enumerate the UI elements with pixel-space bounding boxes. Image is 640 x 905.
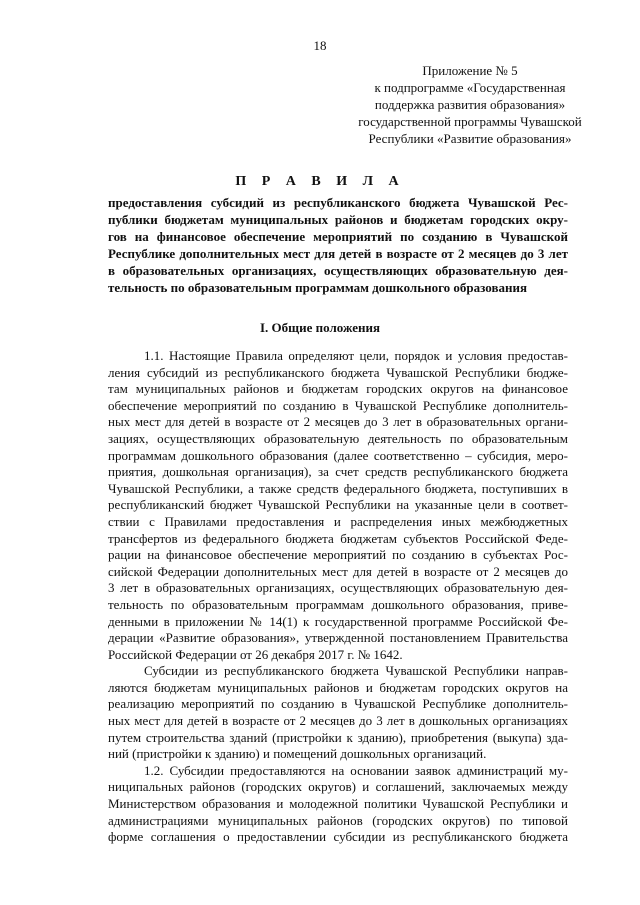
paragraph-line: ствии с Правилами предоставления и распределения иных межбюджетных [108,513,568,529]
paragraph-line: республиканский бюджет Чувашской Республики на указанные цели в соответ- [108,497,568,513]
page-number: 18 [313,38,327,53]
paragraph-line: Российской Федерации от 26 декабря 2017 г. № 1642. [108,646,403,662]
paragraph-line: обеспечение мероприятий по созданию в Чувашской Республике дополнитель- [108,397,568,413]
document-title: П Р А В И Л А [235,174,405,189]
paragraph-line: путем строительства зданий (пристройки к зданию), приобретения (выкупа) зда- [108,729,568,745]
annex-line: государственной программы Чувашской [358,114,582,129]
paragraph-line: там муниципальных районов и бюджетам городских округов на финансовое [108,381,568,397]
paragraph-line: Министерством образования и молодежной политики Чувашской Республики и [108,796,568,812]
subtitle-line: в образовательных организациях, осуществляющих образовательную дея- [108,263,568,278]
paragraph-line: ных мест для детей в возрасте от 2 месяцев до 3 лет в дошкольных организациях [108,713,568,729]
paragraph-line: трансфертов из федерального бюджета бюджетам субъектов Российской Феде- [108,530,568,546]
paragraph-line: ниципальных районов (городских округов) и соглашений, заключаемых между [108,779,568,795]
paragraph-line: сийской Федерации дополнительных мест для детей в возрасте от 2 месяцев до [108,563,568,579]
annex-line: поддержка развития образования» [374,97,566,112]
annex-header [340,62,600,147]
paragraph-line: 1.1. Настоящие Правила определяют цели, порядок и условия предостав- [144,348,568,363]
paragraph-line: приятия, дошкольная организация), за счет средств республиканского бюджета [108,464,568,480]
paragraph-line: форме соглашения о предоставлении субсидии из республиканского бюджета [108,829,568,845]
subtitle-line: тельность по образовательным программам дошкольного образования [108,280,527,295]
subtitle-line: гов на финансовое обеспечение мероприятий по созданию в Чувашской [108,229,568,244]
paragraph-line: Субсидии из республиканского бюджета Чувашской Республики направ- [144,663,568,679]
paragraph-line: Чувашской Республики, а также средств федерального бюджета, поступивших в [108,480,568,496]
paragraph [108,663,568,763]
paragraph-line: ляются бюджетам муниципальных районов и бюджетам городских округов на [108,679,568,695]
paragraph-line: ных мест для детей в возрасте от 2 месяцев до 3 лет в образовательных органи- [108,414,568,430]
paragraph-line: 3 лет в образовательных организациях, осуществляющих образовательную дея- [108,580,568,596]
paragraph [108,763,568,846]
section-heading: I. Общие положения [260,320,380,335]
paragraph-line: реализацию мероприятий по созданию в Чувашской Республике дополнитель- [108,696,568,712]
paragraph-line: дерации «Развитие образования», утвержденной постановлением Правительства [108,630,568,646]
paragraph-line: администрациями муниципальных районов (городских округов) по типовой [108,812,568,828]
paragraph-line: программам дошкольного образования (далее соответственно – субсидия, меро- [108,447,568,463]
paragraph-line: зациях, осуществляющих образовательную деятельность по образовательным [108,430,568,446]
paragraph-line: рации на финансовое обеспечение мероприятий по созданию в субъектах Рос- [108,547,568,563]
subtitle-line: Республике дополнительных мест для детей в возрасте от 2 месяцев до 3 лет [108,246,568,261]
body-text [108,348,568,846]
paragraph-line: ления субсидий из республиканского бюджета Чувашской Республики бюдже- [108,364,568,380]
paragraph [108,348,568,663]
annex-line: Республики «Развитие образования» [368,131,572,146]
annex-line: к подпрограмме «Государственная [374,80,566,95]
subtitle-line: публики бюджетам муниципальных районов и бюджетам городских окру- [108,212,568,227]
subtitle-line: предоставления субсидий из республиканского бюджета Чувашской Рес- [108,195,568,210]
paragraph-line: 1.2. Субсидии предоставляются на основании заявок администраций му- [144,762,568,778]
paragraph-line: денными в приложении № 14(1) к государственной программе Российской Фе- [108,613,568,629]
paragraph-line: тельность по образовательным программам дошкольного образования, приве- [108,596,568,612]
paragraph-line: ний (пристройки к зданию) и помещений дошкольных организаций. [108,746,487,762]
annex-line: Приложение № 5 [422,63,518,78]
document-subtitle [108,194,568,296]
